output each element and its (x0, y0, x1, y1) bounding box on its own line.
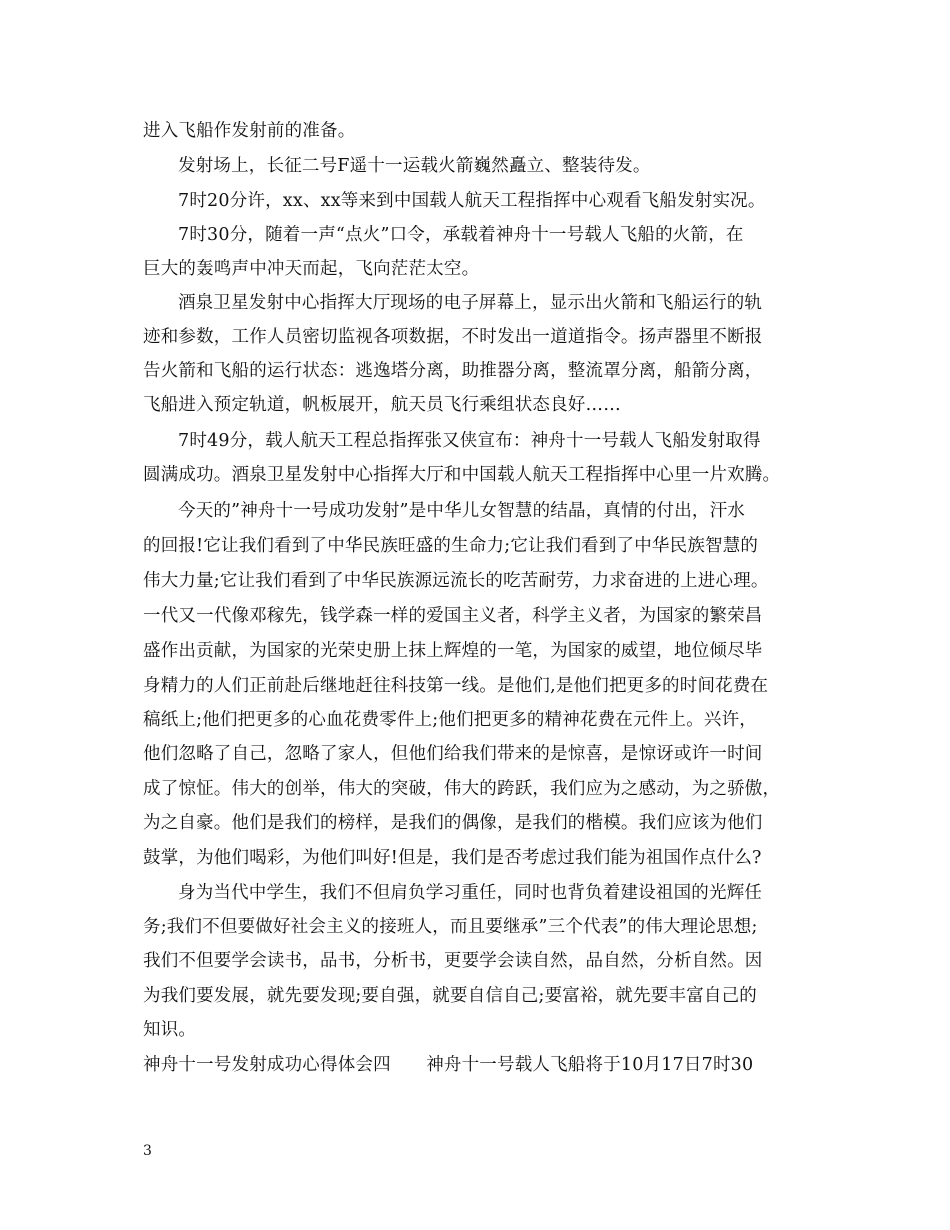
text-line: 一代又一代像邓稼先，钱学森一样的爱国主义者，科学主义者，为国家的繁荣昌 (143, 606, 763, 626)
text-line: 圆满成功。酒泉卫星发射中心指挥大厅和中国载人航天工程指挥中心里一片欢腾。 (143, 465, 781, 485)
text-line: 为之自豪。他们是我们的榜样，是我们的偶像，是我们的楷模。我们应该为他们 (143, 813, 763, 833)
text-line: 酒泉卫星发射中心指挥大厅现场的电子屏幕上，显示出火箭和飞船运行的轨 (178, 293, 763, 313)
text-line: 巨大的轰鸣声中冲天而起，飞向茫茫太空。 (143, 259, 480, 279)
text-line: 成了惊怔。伟大的创举，伟大的突破，伟大的跨跃，我们应为之感动，为之骄傲， (143, 779, 781, 799)
page-number: 3 (143, 1143, 152, 1159)
text-line: 7时49分，载人航天工程总指挥张又侠宣布：神舟十一号载人飞船发射取得 (178, 431, 761, 451)
text-line: 伟大力量;它让我们看到了中华民族源远流长的吃苦耐劳，力求奋进的上进心理。 (143, 571, 769, 591)
text-line: 我们不但要学会读书，品书，分析书，更要学会读自然，品自然，分析自然。因 (143, 951, 763, 971)
text-line: 7时30分，随着一声“点火”口令，承载着神舟十一号载人飞船的火箭，在 (178, 225, 744, 245)
text-line: 神舟十一号发射成功心得体会四 神舟十一号载人飞船将于10月17日7时30 (143, 1055, 754, 1075)
text-line: 身为当代中学生，我们不但肩负学习重任，同时也背负着建设祖国的光辉任 (178, 883, 763, 903)
text-line: 发射场上，长征二号F遥十一运载火箭巍然矗立、整装待发。 (178, 156, 651, 176)
text-line: 盛作出贡献，为国家的光荣史册上抹上辉煌的一笔，为国家的威望，地位倾尽毕 (143, 641, 763, 661)
text-line: 稿纸上;他们把更多的心血花费零件上;他们把更多的精神花费在元件上。兴许， (143, 710, 757, 730)
text-line: 7时20分许，xx、xx等来到中国载人航天工程指挥中心观看飞船发射实况。 (178, 191, 766, 211)
text-line: 今天的”神舟十一号成功发射”是中华儿女智慧的结晶，真情的付出，汗水 (178, 501, 745, 521)
text-line: 迹和参数，工作人员密切监视各项数据，不时发出一道道指令。扬声器里不断报 (143, 327, 763, 347)
text-line: 鼓掌，为他们喝彩，为他们叫好!但是，我们是否考虑过我们能为祖国作点什么? (143, 848, 762, 868)
text-line: 知识。 (143, 1020, 197, 1040)
text-line: 他们忽略了自己，忽略了家人，但他们给我们带来的是惊喜，是惊讶或许一时间 (143, 744, 763, 764)
text-line: 的回报!它让我们看到了中华民族旺盛的生命力;它让我们看到了中华民族智慧的 (143, 536, 759, 556)
text-line: 告火箭和飞船的运行状态：逃逸塔分离，助推器分离，整流罩分离，船箭分离， (143, 361, 763, 381)
text-line: 进入飞船作发射前的准备。 (143, 121, 356, 141)
text-line: 飞船进入预定轨道，帆板展开，航天员飞行乘组状态良好…… (143, 395, 621, 415)
text-line: 务;我们不但要做好社会主义的接班人，而且要继承”三个代表”的伟大理论思想; (143, 917, 758, 937)
text-line: 身精力的人们正前赴后继地赶往科技第一线。是他们,是他们把更多的时间花费在 (143, 676, 769, 696)
text-line: 为我们要发展，就先要发现;要自强，就要自信自己;要富裕，就先要丰富自己的 (143, 986, 757, 1006)
